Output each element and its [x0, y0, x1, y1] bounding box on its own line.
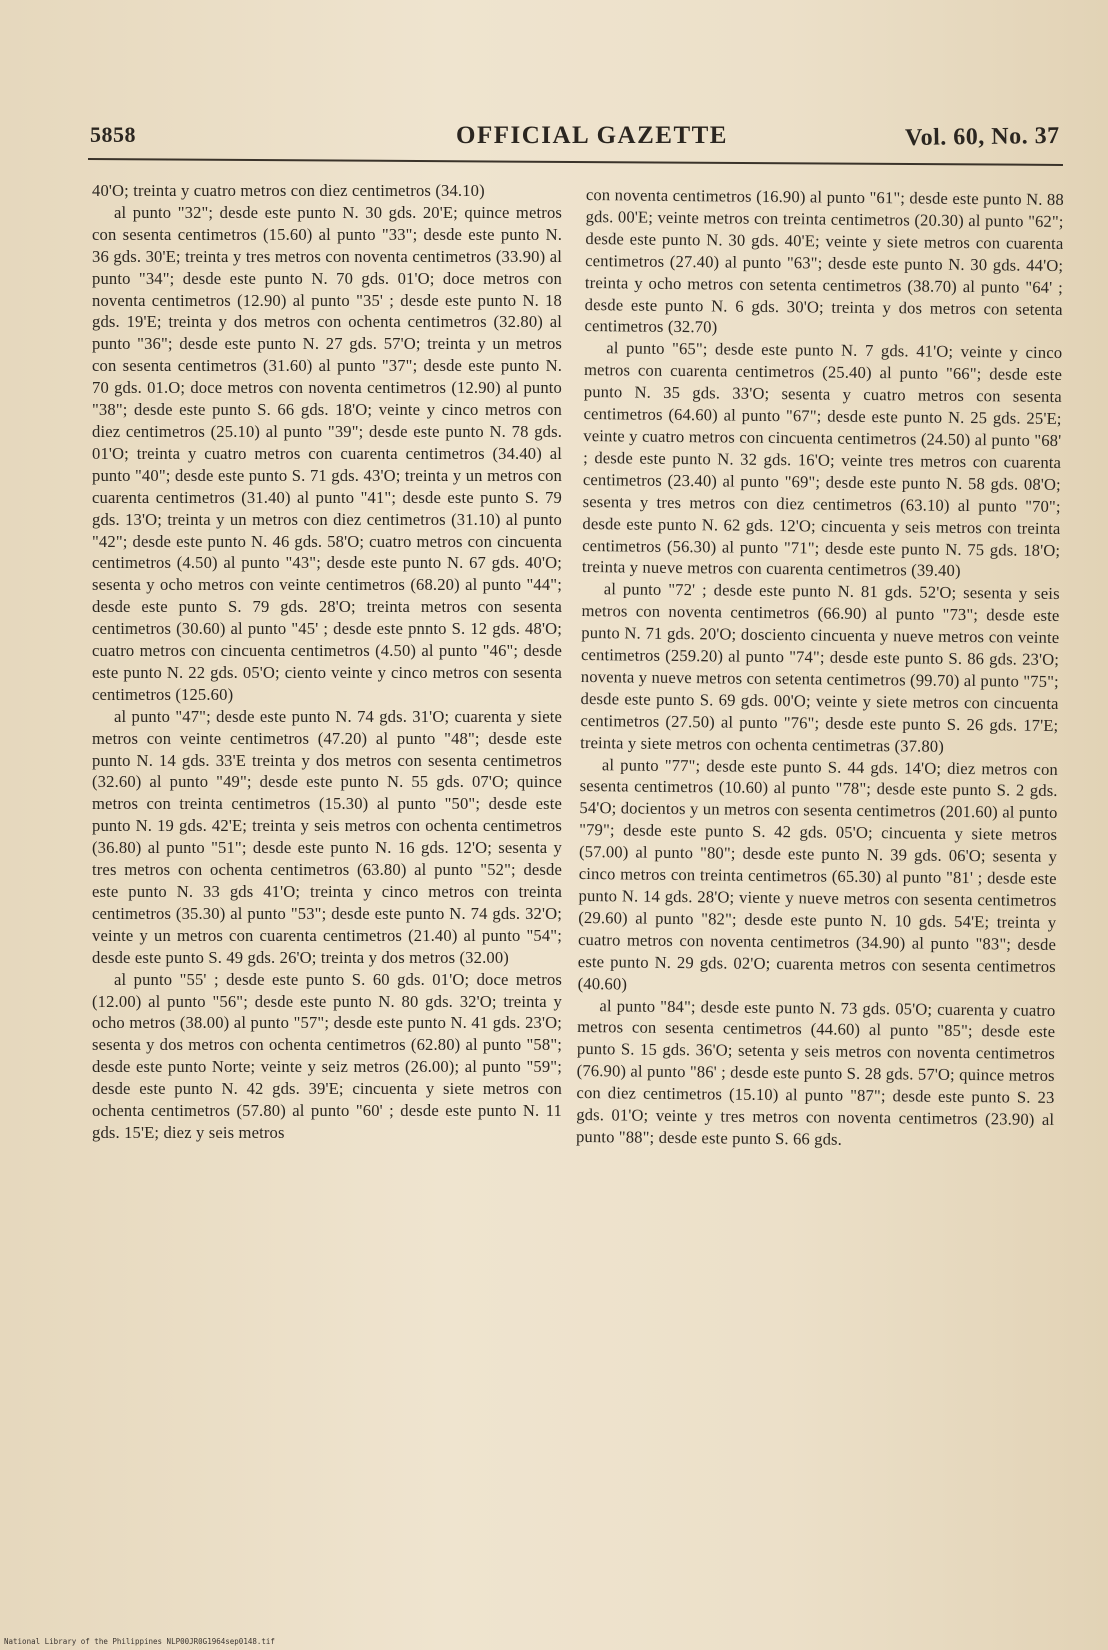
paragraph: al punto "55' ; desde este punto S. 60 gds. 01'O; doce metros (12.00) al punto "56"; desde este punto N. 80 gds. 32'O; treinta y ocho metros (38.00) al punto "57"; desde este punto N. 41 gds. 23'O; sesenta y dos metros con ochenta centimetros (62.80) al punto "58"; desde este punto Norte; veinte y seiz metros (26.00); al punto "59"; desde este punto N. 42 gds. 39'E; cincuenta y siete metros con ochenta centimetros (57.80) al punto "60' ; desde este punto N. 11 gds. 15'E; diez y seis metros — [92, 969, 562, 1142]
paragraph: al punto "47"; desde este punto N. 74 gds. 31'O; cuarenta y siete metros con veinte centimetros (47.20) al punto "48"; desde este punto N. 14 gds. 33'E treinta y dos metros con sesenta centimetros (32.60) al punto "49"; desde este punto N. 55 gds. 07'O; quince metros con treinta centimetros (15.30) al punto "50"; desde este punto N. 19 gds. 42'E; treinta y seis metros con ochenta centimetros (36.80) al punto "51"; desde este punto N. 16 gds. 12'O; sesenta y tres metros con ochenta centimetros (63.80) al punto "52"; desde este punto N. 33 gds 41'O; treinta y cinco metros con treinta centimetros (35.30) al punto "53"; desde este punto N. 74 gds. 32'O; veinte y un metros con cuarenta centimetros (21.40) al punto "54"; desde este punto S. 49 gds. 26'O; treinta y dos metros (32.00) — [92, 706, 562, 967]
volume-number: Vol. 60, No. 37 — [905, 122, 1061, 152]
paragraph: 40'O; treinta y cuatro metros con diez centimetros (34.10) — [92, 181, 485, 200]
scan-source-note: National Library of the Philippines NLP00JR0G1964sep0148.tif — [4, 1637, 275, 1646]
paragraph: al punto "72' ; desde este punto N. 81 gds. 52'O; sesenta y seis metros con noventa centimetros (66.90) al punto "73"; desde este punto N. 71 gds. 20'O; dosciento cincuenta y nueve metros con veinte centimetros (259.20) al punto "74"; desde este punto S. 86 gds. 23'O; noventa y nueve metros con setenta centimetros (99.70) al punto "75"; desde este punto S. 69 gds. 00'O; veinte y siete metros con cincuenta centimetros (27.50) al punto "76"; desde este punto S. 26 gds. 17'E; treinta y siete metros con ochenta centimetras (37.80) — [580, 579, 1060, 756]
paragraph: al punto "77"; desde este punto S. 44 gds. 14'O; diez metros con sesenta centimetros (10.60) al punto "78"; desde este punto S. 2 gds. 54'O; docientos y un metros con sesenta centimetros (201.60) al punto "79"; desde este punto S. 42 gds. 05'O; cincuenta y siete metros (57.00) al punto "80"; desde este punto N. 39 gds. 06'O; sesenta y cinco metros con treinta centimetros (65.30) al punto "81' ; desde este punto N. 14 gds. 28'O; viente y nueve metros con sesenta centimetros (29.60) al punto "82"; desde este punto N. 10 gds. 54'E; treinta y cuatro metros con noventa centimetros (34.90) al punto "83"; desde este punto N. 29 gds. 02'O; cuarenta metros con sesenta centimetros (40.60) — [577, 754, 1058, 994]
left-column — [92, 180, 562, 1144]
paragraph: al punto "65"; desde este punto N. 7 gds. 41'O; veinte y cinco metros con cuarenta centimetros (25.40) al punto "66"; desde este punto N. 35 gds. 33'O; sesenta y cuatro metros con sesenta centimetros (64.60) al punto "67"; desde este punto N. 25 gds. 25'E; veinte y cuatro metros con cincuenta centimetros (24.50) al punto "68' ; desde este punto N. 32 gds. 16'O; veinte tres metros con cuarenta centimetros (23.40) al punto "69"; desde este punto N. 58 gds. 08'O; sesenta y tres metros con diez centimetros (63.10) al punto "70"; desde este punto N. 62 gds. 12'O; cincuenta y seis metros con treinta centimetros (56.30) al punto "71"; desde este punto N. 75 gds. 18'O; treinta y nueve metros con cuarenta centimetros (39.40) — [581, 338, 1063, 581]
header-rule — [88, 158, 1063, 166]
paragraph: al punto "32"; desde este punto N. 30 gds. 20'E; quince metros con sesenta centimetros (15.60) al punto "33"; desde este punto N. 36 gds. 30'E; treinta y tres metros con noventa centimetros (33.90) al punto "34"; desde este punto N. 70 gds. 01'O; doce metros con noventa centimetros (12.90) al punto "35' ; desde este punto N. 18 gds. 19'E; treinta y dos metros con ochenta centimetros (32.80) al punto "36"; desde este punto N. 27 gds. 57'O; treinta y un metros con sesenta centimetros (31.60) al punto "37"; desde este punto N. 70 gds. 01.O; doce metros con noventa centimetros (12.90) al punto "38"; desde este punto S. 66 gds. 18'O; veinte y cinco metros con diez centimetros (25.10) al punto "39"; desde este punto N. 78 gds. 01'O; treinta y cuatro metros con cuarenta centimetros (34.40) al punto "40"; desde este punto S. 71 gds. 43'O; treinta y un metros con cuarenta centimetros (31.40) al punto "41"; desde este punto S. 79 gds. 13'O; treinta y un metros con diez centimetros (31.10) al punto "42"; desde este punto N. 46 gds. 58'O; cuatro metros con cincuenta centimetros (4.50) al punto "43"; desde este punto N. 67 gds. 40'O; sesenta y ocho metros con veinte centimetros (68.20) al punto "44"; desde este punto S. 79 gds. 28'O; treinta metros con sesenta centimetros (30.60) al punto "45' ; desde este pnnto S. 12 gds. 48'O; cuatro metros con cincuenta centimetros (4.50) al punto "46"; desde este punto N. 22 gds. 05'O; ciento veinte y cinco metros con sesenta centimetros (125.60) — [92, 202, 562, 704]
page-header — [90, 118, 1060, 158]
page-number: 5858 — [90, 122, 136, 147]
paragraph: al punto "84"; desde este punto N. 73 gds. 05'O; cuarenta y cuatro metros con sesenta centimetros (44.60) al punto "85"; desde este punto S. 15 gds. 36'O; setenta y seis metros con noventa centimetros (76.90) al punto "86' ; desde este punto S. 28 gds. 57'O; quince metros con diez centimetros (15.10) al punto "87"; desde este punto S. 23 gds. 01'O; veinte y tres metros con noventa centimetros (23.90) al punto "88"; desde este punto S. 66 gds. — [575, 995, 1056, 1149]
right-column — [576, 184, 1064, 1153]
paragraph: con noventa centimetros (16.90) al punto "61"; desde este punto N. 88 gds. 00'E; veinte metros con treinta centimetros (20.30) al punto "62"; desde este punto N. 30 gds. 40'E; veinte y siete metros con cuarenta centimetros (27.40) al punto "63"; desde este punto N. 30 gds. 44'O; treinta y ocho metros con setenta centimetros (38.70) al punto "64' ; desde este punto N. 6 gds. 30'O; treinta y dos metros con setenta centimetros (32.70) — [584, 184, 1064, 337]
publication-title: OFFICIAL GAZETTE — [456, 122, 728, 149]
